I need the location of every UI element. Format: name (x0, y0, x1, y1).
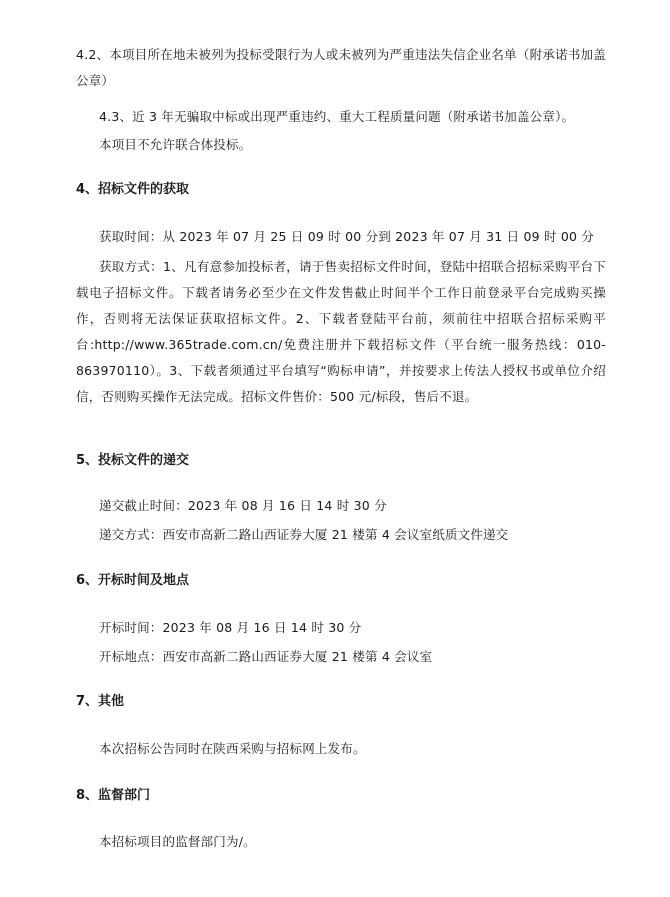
section-7-heading: 7、其他 (76, 694, 125, 709)
item-4-3: 4.3、近 3 年无骗取中标或出现严重违约、重大工程质量问题（附承诺书加盖公章）。 (99, 109, 575, 124)
acquisition-time: 获取时间：从 2023 年 07 月 25 日 09 时 00 分到 2023 年 07 月 31 日 09 时 00 分 (99, 229, 595, 244)
submission-deadline: 递交截止时间：2023 年 08 月 16 日 14 时 30 分 (99, 498, 387, 513)
no-consortium-note: 本项目不允许联合体投标。 (99, 137, 252, 152)
item-4-2: 4.2、本项目所在地未被列为投标受限行为人或未被列为严重违法失信企业名单（附承诺书加盖公章） (76, 47, 606, 88)
section-5-heading: 5、投标文件的递交 (76, 453, 190, 468)
supervision-info: 本招标项目的监督部门为/。 (99, 834, 256, 849)
acquisition-method: 获取方式：1、凡有意参加投标者，请于售卖招标文件时间，登陆中招联合招标采购平台下载电子招标文件。下载者请务必至少在文件发售截止时间半个工作日前登录平台完成购买操作，否则将无法保证获取招标文件。2、下载者登陆平台前，须前往中招联合招标采购平台:http://www.365trade.com.cn/免费注册并下载招标文件（平台统一服务热线：010-863970110）。3、下载者须通过平台填写“购标申请”，并按要求上传法人授权书或单位介绍信，否则购买操作无法完成。招标文件售价：500 元/标段，售后不退。 (76, 259, 606, 404)
section-4-heading: 4、招标文件的获取 (76, 182, 190, 197)
other-info: 本次招标公告同时在陕西采购与招标网上发布。 (99, 741, 366, 756)
opening-place: 开标地点：西安市高新二路山西证券大厦 21 楼第 4 会议室 (99, 649, 433, 664)
section-8-heading: 8、监督部门 (76, 788, 151, 803)
opening-time: 开标时间：2023 年 08 月 16 日 14 时 30 分 (99, 620, 362, 635)
section-6-heading: 6、开标时间及地点 (76, 573, 190, 588)
submission-method: 递交方式：西安市高新二路山西证券大厦 21 楼第 4 会议室纸质文件递交 (99, 527, 509, 542)
